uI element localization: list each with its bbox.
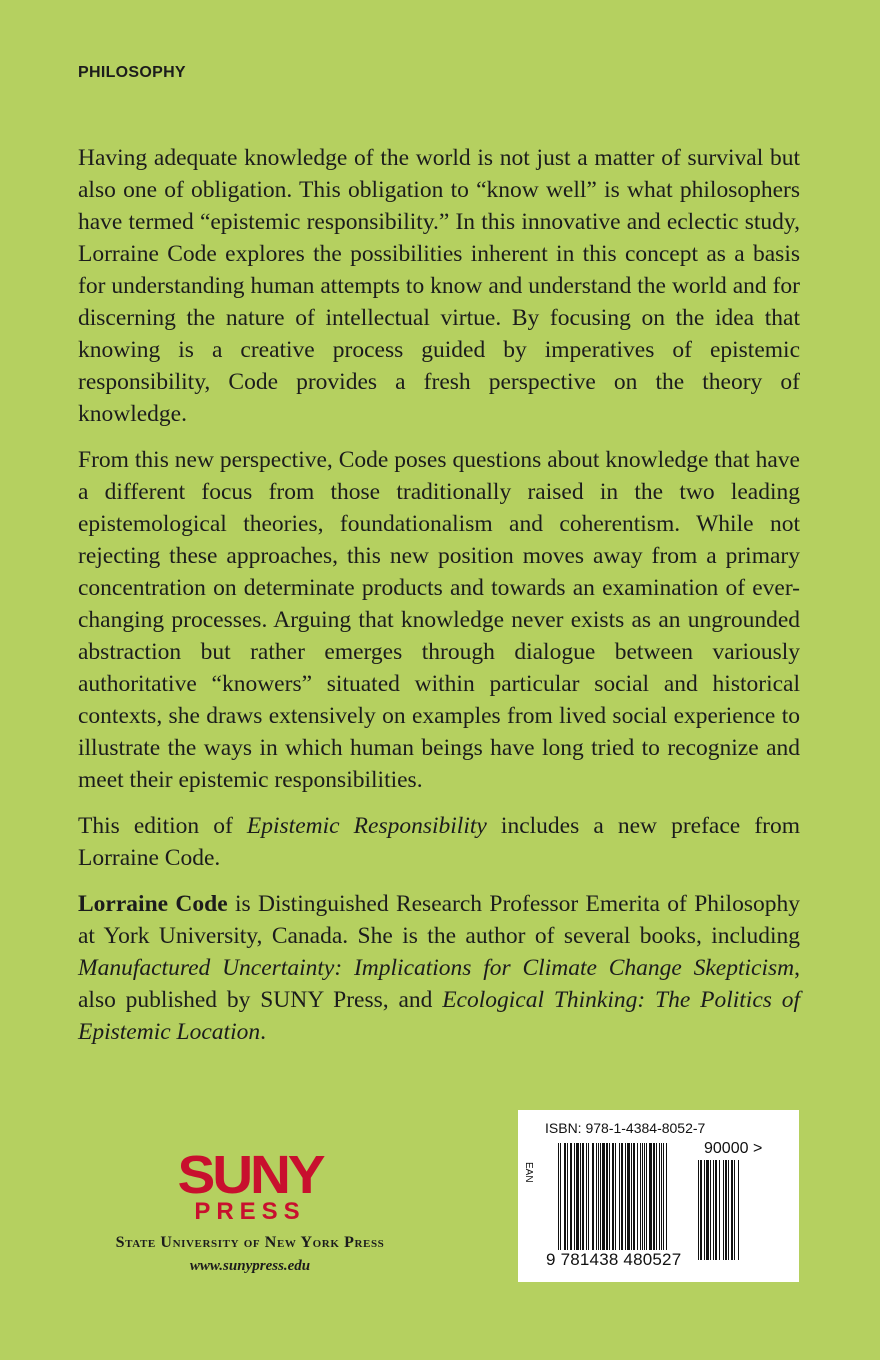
- edition-text-end: includes a new preface from Lorraine Code.: [78, 813, 800, 871]
- barcode-stripe: [598, 1143, 599, 1261]
- barcode-stripe: [570, 1143, 572, 1261]
- back-cover-blurb: [78, 142, 800, 1062]
- barcode-stripe: [700, 1160, 702, 1260]
- isbn-label: ISBN: 978-1-4384-8052-7: [545, 1120, 706, 1136]
- barcode-stripe: [600, 1143, 601, 1261]
- bio-text-3: .: [260, 1019, 266, 1045]
- barcode-stripe: [715, 1160, 717, 1260]
- barcode-digits: 9 781438 480527: [546, 1250, 682, 1269]
- barcode-stripe: [619, 1143, 620, 1261]
- barcode-stripe: [653, 1143, 655, 1261]
- barcode-stripe: [713, 1160, 714, 1260]
- barcode-stripe: [627, 1143, 630, 1261]
- barcode-stripe: [710, 1160, 711, 1260]
- barcode-stripe: [642, 1143, 643, 1261]
- barcode-stripe: [656, 1143, 657, 1261]
- barcode-stripe: [574, 1143, 575, 1261]
- author-name: Lorraine Code: [78, 891, 228, 917]
- barcode-stripe: [558, 1143, 559, 1261]
- barcode-stripe: [719, 1160, 720, 1260]
- press-logo: PRESS: [194, 1198, 306, 1225]
- blurb-paragraph-3: [78, 810, 800, 874]
- barcode-panel: [518, 1110, 799, 1282]
- barcode-stripe: [592, 1143, 594, 1261]
- barcode-stripe: [646, 1143, 647, 1261]
- barcode-stripe: [734, 1160, 735, 1260]
- barcode-stripe: [725, 1160, 727, 1260]
- barcode-stripe: [731, 1160, 733, 1260]
- publisher-url: www.sunypress.edu: [189, 1258, 311, 1274]
- barcode-stripe: [586, 1143, 587, 1261]
- barcode-stripe: [698, 1160, 699, 1260]
- author-bio: [78, 888, 800, 1048]
- barcode-stripe: [704, 1160, 705, 1260]
- barcode-stripe: [640, 1143, 641, 1261]
- barcode-stripe: [631, 1143, 632, 1261]
- barcode-stripe: [649, 1143, 652, 1261]
- blurb-paragraph-2: From this new perspective, Code poses questions about knowledge that have a different focus from those traditionally raised in the two leading epistemological theories, foundationalism and coherentism. While not rejecting these approaches, this new position moves away from a primary concentration on determinate products and towards an examination of ever-changing processes. Arguing that knowledge never exists as an ungrounded abstraction but rather emerges through dialogue between variously authoritative “knowers” situated within particular social and historical contexts, she draws extensively on examples from lived social experience to illustrate the ways in which human beings have long tried to recognize and meet their epistemic responsibilities.: [78, 447, 800, 793]
- barcode-stripe: [588, 1143, 589, 1261]
- barcode-stripe: [602, 1143, 605, 1261]
- barcode-stripe: [609, 1143, 610, 1261]
- bio-book-2: Ecological Thinking: The Politics of Epistemic Location: [78, 987, 800, 1045]
- book-title: Epistemic Responsibility: [246, 813, 487, 839]
- edition-text-start: This edition of: [78, 813, 247, 839]
- category-label: PHILOSOPHY: [78, 64, 186, 81]
- barcode-stripe: [644, 1143, 645, 1261]
- barcode-stripe: [576, 1143, 579, 1261]
- barcode-stripe: [582, 1143, 584, 1261]
- barcode-stripe: [567, 1143, 568, 1261]
- barcode-stripe: [706, 1160, 709, 1260]
- addon-digits: 90000 >: [704, 1140, 763, 1157]
- barcode-stripe: [666, 1143, 667, 1261]
- addon-barcode: [698, 1160, 758, 1260]
- barcode-stripe: [612, 1143, 614, 1261]
- blurb-paragraph-1: Having adequate knowledge of the world is not just a matter of survival but also one of obligation. This obligation to “know well” is what philosophers have termed “epistemic responsibility.” In this innovative and eclectic study, Lorraine Code explores the possibilities inherent in this concept as a basis for understanding human attempts to know and understand the world and for discerning the nature of intellectual virtue. By focusing on the idea that knowing is a creative process guided by imperatives of epistemic responsibility, Code provides a fresh perspective on the theory of knowledge.: [78, 145, 800, 427]
- barcode-stripe: [560, 1143, 561, 1261]
- bio-book-1: Manufactured Uncertainty: Implications for Climate Change Skepticism: [78, 955, 795, 981]
- barcode-stripe: [738, 1160, 739, 1260]
- barcode-stripe: [723, 1160, 724, 1260]
- bio-text-2: , also published by SUNY Press, and: [78, 955, 800, 1013]
- barcode-stripe: [637, 1143, 638, 1261]
- barcode-stripe: [621, 1143, 623, 1261]
- barcode-stripe: [615, 1143, 616, 1261]
- barcode-stripe: [596, 1143, 597, 1261]
- barcode-stripe: [564, 1143, 566, 1261]
- barcode-stripe: [728, 1160, 729, 1260]
- barcode-stripe: [625, 1143, 626, 1261]
- barcode-stripe: [606, 1143, 608, 1261]
- suny-logo: SUNY: [177, 1145, 323, 1205]
- barcode-stripe: [659, 1143, 660, 1261]
- publisher-name: State University of New York Press: [115, 1234, 385, 1251]
- barcode-stripe: [663, 1143, 664, 1261]
- ean-label: EAN: [523, 1162, 534, 1183]
- ean-barcode: [558, 1143, 688, 1261]
- barcode-stripe: [661, 1143, 662, 1261]
- barcode-stripe: [633, 1143, 635, 1261]
- barcode-stripe: [580, 1143, 581, 1261]
- bio-text-1: is Distinguished Research Professor Emerita of Philosophy at York University, Canada. She is the author of several books, including: [78, 891, 800, 949]
- publisher-block: [80, 1145, 420, 1275]
